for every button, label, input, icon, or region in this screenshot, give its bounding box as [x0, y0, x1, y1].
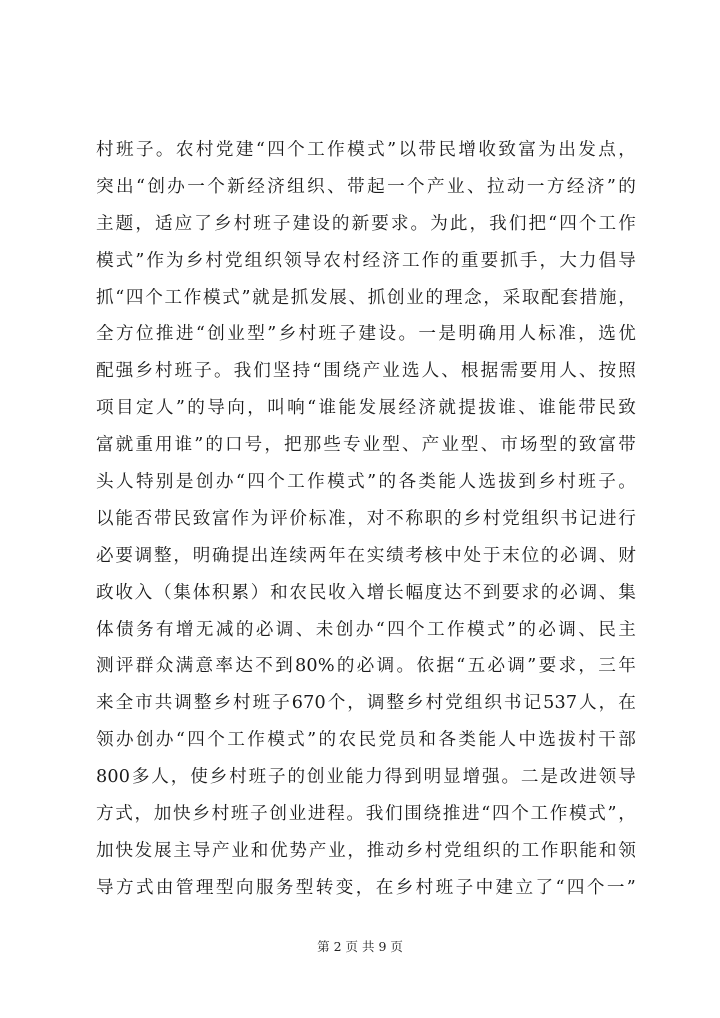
text-line: 模式”作为乡村党组织领导农村经济工作的重要抓手，大力倡导	[96, 250, 636, 271]
text-line: 以能否带民致富作为评价标准，对不称职的乡村党组织书记进行	[96, 508, 636, 529]
text-line: 全方位推进“创业型”乡村班子建设。一是明确用人标准，选优	[96, 324, 636, 345]
body-text	[96, 136, 636, 911]
text-line: 突出“创办一个新经济组织、带起一个产业、拉动一方经济”的	[96, 176, 636, 197]
text-line: 领办创办“四个工作模式”的农民党员和各类能人中选拔村干部	[96, 730, 636, 751]
text-line: 来全市共调整乡村班子670个，调整乡村党组织书记537人，在	[96, 693, 636, 714]
page-number-footer: 第 2 页 共 9 页	[317, 939, 403, 954]
text-line: 方式，加快乡村班子创业进程。我们围绕推进“四个工作模式”，	[96, 804, 636, 825]
text-line: 抓“四个工作模式”就是抓发展、抓创业的理念，采取配套措施，	[96, 287, 636, 308]
text-line: 体债务有增无减的必调、未创办“四个工作模式”的必调、民主	[96, 619, 636, 640]
text-line: 加快发展主导产业和优势产业，推动乡村党组织的工作职能和领	[96, 840, 636, 861]
text-line: 政收入（集体积累）和农民收入增长幅度达不到要求的必调、集	[96, 582, 636, 603]
text-line: 富就重用谁”的口号，把那些专业型、产业型、市场型的致富带	[96, 435, 636, 456]
text-line: 主题，适应了乡村班子建设的新要求。为此，我们把“四个工作	[96, 213, 636, 234]
text-line: 800多人，使乡村班子的创业能力得到明显增强。二是改进领导	[96, 767, 636, 788]
text-line: 头人特别是创办“四个工作模式”的各类能人选拔到乡村班子。	[96, 472, 636, 493]
text-line: 项目定人”的导向，叫响“谁能发展经济就提拔谁、谁能带民致	[96, 398, 636, 419]
text-line: 村班子。农村党建“四个工作模式”以带民增收致富为出发点，	[96, 140, 636, 160]
text-line: 必要调整，明确提出连续两年在实绩考核中处于末位的必调、财	[96, 545, 636, 566]
text-line: 配强乡村班子。我们坚持“围绕产业选人、根据需要用人、按照	[96, 361, 636, 382]
text-line: 测评群众满意率达不到80%的必调。依据“五必调”要求，三年	[96, 656, 636, 677]
text-line: 导方式由管理型向服务型转变，在乡村班子中建立了“四个一”	[96, 877, 636, 898]
